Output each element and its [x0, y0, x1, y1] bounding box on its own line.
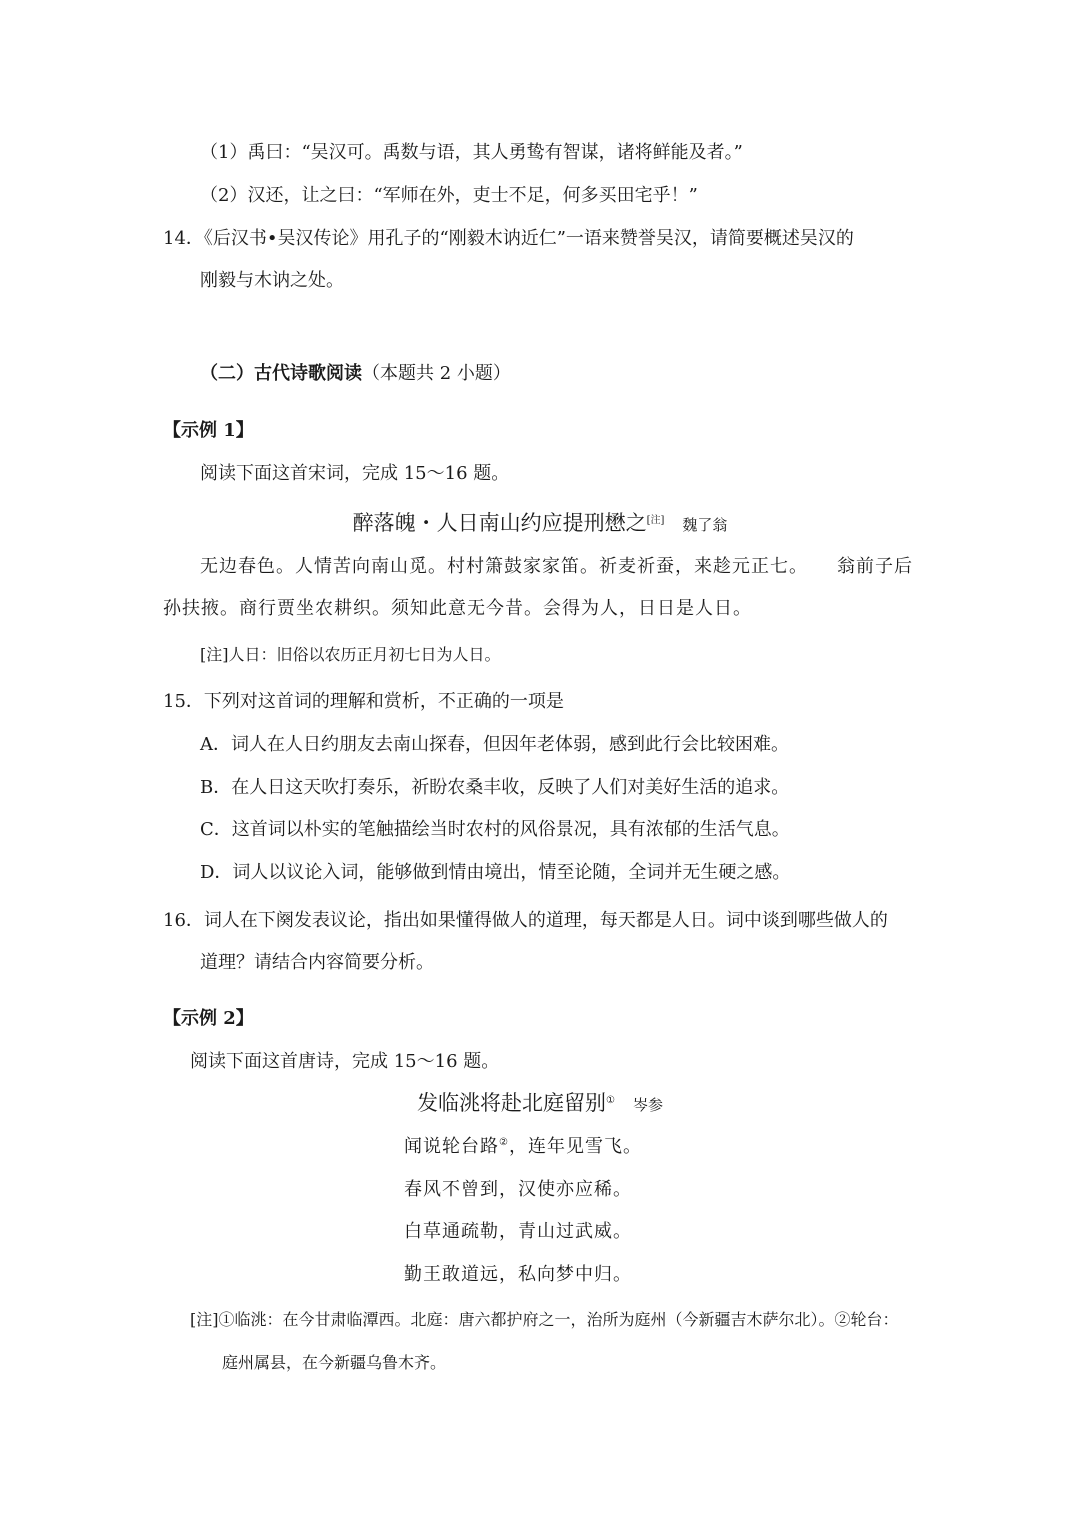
example1-author: 魏了翁 [682, 516, 728, 534]
poem-line-1-note-marker: ② [499, 1137, 509, 1148]
poem-line-4: 勤王敢道远，私向梦中归。 [404, 1264, 632, 1285]
q15-option-a: A．词人在人日约朋友去南山探春，但因年老体弱，感到此行会比较困难。 [200, 734, 789, 755]
poem-line-1-a: 闻说轮台路 [404, 1136, 499, 1157]
example2-title: 发临洮将赴北庭留别 [417, 1091, 606, 1115]
poem-line-1-b: ，连年见雪飞。 [508, 1136, 642, 1157]
q15-option-c: C．这首词以朴实的笔触描绘当时农村的风俗景况，具有浓郁的生活气息。 [200, 819, 790, 840]
example2-title-note-marker: ① [606, 1095, 615, 1106]
example2-annotation-line1: [注]①临洮：在今甘肃临潭西。北庭：唐六都护府之一，治所为庭州（今新疆吉木萨尔北）。②轮台： [190, 1310, 899, 1329]
example2-instruction: 阅读下面这首唐诗，完成 15～16 题。 [190, 1051, 500, 1072]
example2-annotation-line2: 庭州属县，在今新疆乌鲁木齐。 [222, 1353, 447, 1372]
example1-annotation: [注]人日：旧俗以农历正月初七日为人日。 [200, 645, 501, 664]
q15-option-b: B．在人日这天吹打奏乐，祈盼农桑丰收，反映了人们对美好生活的追求。 [200, 777, 790, 798]
example1-text-line2: 孙扶掖。商行贾坐农耕织。须知此意无今昔。会得为人，日日是人日。 [163, 598, 752, 619]
example1-title-note-marker: [注] [646, 515, 665, 526]
q15-option-d: D．词人以议论入词，能够做到情由境出，情至论随，全词并无生硬之感。 [200, 862, 791, 883]
example1-text-line1: 无边春色。人情苦向南山觅。村村箫鼓家家笛。祈麦祈蚕，来趁元正七。 翁前子后 [200, 556, 913, 577]
section-heading [200, 361, 511, 387]
example2-author: 岑参 [632, 1096, 663, 1114]
q13-item-2: （2）汉还，让之曰：“军师在外，吏士不足，何多买田宅乎！” [200, 185, 698, 206]
section-heading-note: （本题共 2 小题） [362, 363, 511, 384]
example1-label: 【示例 1】 [163, 420, 254, 441]
q15-stem: 15．下列对这首词的理解和赏析，不正确的一项是 [163, 691, 564, 712]
example1-title-line [0, 510, 1080, 538]
q14-stem-line1: 14．《后汉书•吴汉传论》用孔子的“刚毅木讷近仁”一语来赞誉吴汉，请简要概述吴汉的 [163, 228, 854, 249]
section-heading-title: （二）古代诗歌阅读 [200, 363, 362, 384]
example2-title-line [0, 1090, 1080, 1118]
q13-item-1: （1）禹曰：“吴汉可。禹数与语，其人勇鸷有智谋，诸将鲜能及者。” [200, 142, 743, 163]
q14-stem-line2: 刚毅与木讷之处。 [200, 270, 344, 291]
poem-line-1 [404, 1134, 642, 1160]
q16-stem-line2: 道理？请结合内容简要分析。 [200, 952, 434, 973]
poem-line-2: 春风不曾到，汉使亦应稀。 [404, 1179, 632, 1200]
example1-title: 醉落魄・人日南山约应提刑懋之 [352, 511, 647, 535]
q16-stem-line1: 16．词人在下阕发表议论，指出如果懂得做人的道理，每天都是人日。词中谈到哪些做人的 [163, 910, 888, 931]
example2-label: 【示例 2】 [163, 1008, 254, 1029]
example1-instruction: 阅读下面这首宋词，完成 15～16 题。 [200, 463, 510, 484]
poem-line-3: 白草通疏勒，青山过武威。 [404, 1221, 632, 1242]
